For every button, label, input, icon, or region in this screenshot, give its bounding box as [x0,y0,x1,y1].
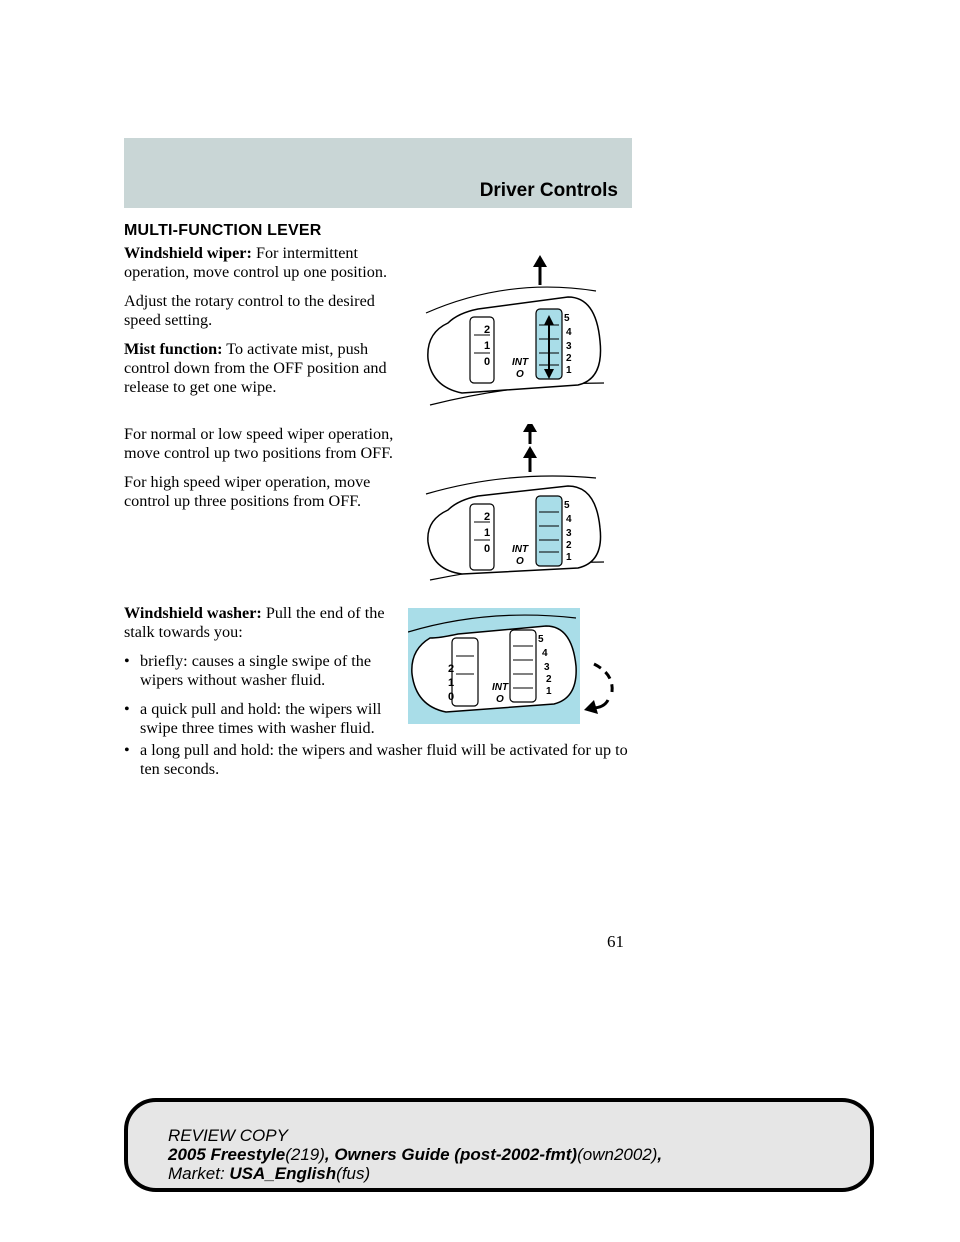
figure-washer [408,608,630,724]
figure-wiper-speed [418,424,610,582]
review-model-code: (219) [285,1145,325,1164]
int-label: INT [492,682,509,693]
label-windshield-wiper: Windshield wiper: [124,244,252,262]
speed-label: 3 [566,341,572,352]
review-line-3 [168,1164,662,1183]
speed-label: 4 [566,327,572,338]
review-guide-code: (own2002) [577,1145,658,1164]
review-copy-text [168,1126,662,1183]
scale-label: 2 [484,511,491,523]
text-windshield-washer: Pull the end of the stalk towards you: [124,604,385,641]
text-windshield-wiper: For intermittent operation, move control up one position. [124,244,387,281]
review-guide: , Owners Guide (post-2002-fmt) [324,1145,578,1164]
int-label: INT [512,357,529,368]
scale-label: 2 [448,663,455,675]
review-copy-box [124,1098,874,1192]
speed-label: 5 [564,500,570,511]
scale-label: 1 [484,340,491,352]
speed-label: 5 [564,313,570,324]
page-header-title: Driver Controls [479,180,618,201]
stalk-illustration [418,424,610,582]
int-label: INT [512,544,529,555]
speed-label: 4 [542,648,548,659]
bullet-dot: • [124,700,130,718]
bullet-dot: • [124,652,130,670]
scale-label: 2 [484,324,491,336]
review-market-label: Market: [168,1164,230,1183]
speed-label: 3 [566,528,572,539]
paragraph-wiper [124,244,400,282]
text-block-washer [124,604,400,738]
paragraph-washer [124,604,400,642]
figure-wiper-mist [418,255,610,407]
speed-label: 5 [538,634,544,645]
review-model: 2005 Freestyle [168,1145,286,1164]
page-number: 61 [607,932,624,951]
scale-label: 1 [484,527,491,539]
bullet-text: briefly: causes a single swipe of the wipers without washer fluid. [140,652,372,689]
speed-label: 2 [566,540,572,551]
speed-label: 1 [566,365,572,376]
bullet-item [124,741,650,779]
review-market-code: (fus) [336,1164,371,1183]
review-comma: , [657,1145,663,1164]
review-line-2 [168,1145,662,1164]
label-windshield-washer: Windshield washer: [124,604,262,622]
header-band [124,138,632,208]
speed-label: 3 [544,662,550,673]
review-line-1: REVIEW COPY [168,1126,288,1145]
bullet-item [124,700,400,738]
scale-label: 0 [484,356,491,368]
speed-label: 1 [546,686,552,697]
speed-label: 2 [566,353,572,364]
bullet-item [124,652,400,690]
paragraph-low-speed: For normal or low speed wiper operation, move control up two positions from OFF. [124,425,394,462]
speed-label: 1 [566,552,572,563]
int-zero-label: O [516,556,524,567]
stalk-illustration [418,255,610,407]
review-market: USA_English [229,1164,337,1183]
speed-label: 2 [546,674,552,685]
scale-label: 0 [448,691,455,703]
text-block-speed [124,425,400,511]
bullet-text: a quick pull and hold: the wipers will swipe three times with washer fluid. [140,700,382,737]
section-title: MULTI-FUNCTION LEVER [124,222,322,239]
speed-label: 4 [566,514,572,525]
scale-label: 0 [484,543,491,555]
int-zero-label: O [516,369,524,380]
stalk-illustration [408,608,630,724]
paragraph-mist [124,340,400,397]
paragraph-high-speed: For high speed wiper operation, move control up three positions from OFF. [124,473,371,510]
scale-label: 1 [448,677,455,689]
int-zero-label: O [496,694,504,705]
label-mist-function: Mist function: [124,340,223,358]
bullet-dot: • [124,741,130,759]
paragraph-rotary: Adjust the rotary control to the desired speed setting. [124,292,375,329]
text-block-wiper [124,244,400,397]
bullet-text: a long pull and hold: the wipers and washer fluid will be activated for up to ten seconds. [140,741,628,778]
text-mist-function: To activate mist, push control down from the OFF position and release to get one wipe. [124,340,387,396]
